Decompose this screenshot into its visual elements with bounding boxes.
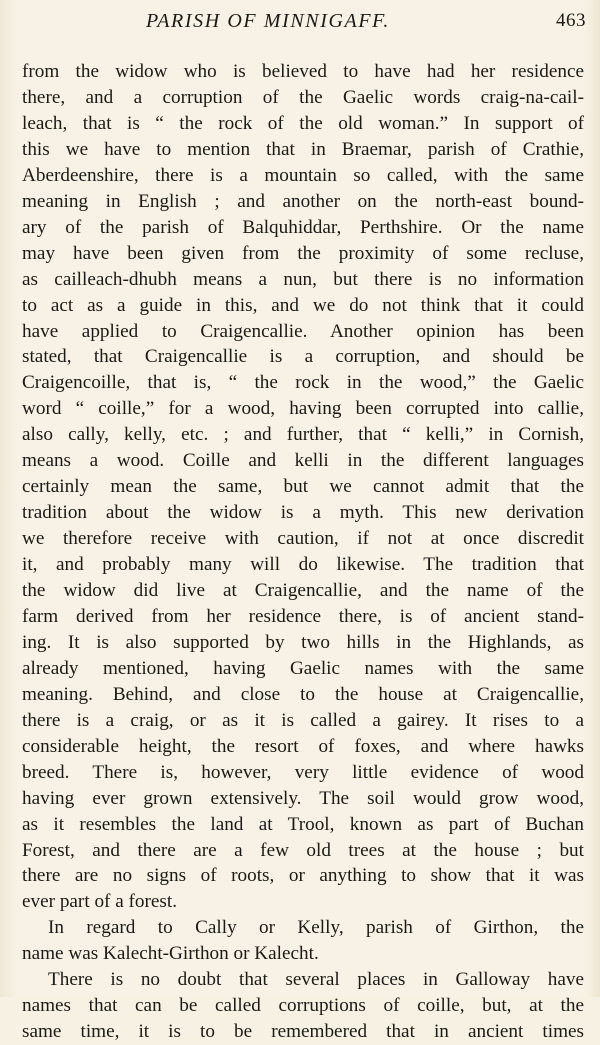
text-line: There is no doubt that several places in Galloway have [48, 969, 584, 991]
text-line: means a wood. Coille and kelli in the different languages [22, 450, 584, 472]
text-line: farm derived from her residence there, is of ancient stand- [22, 605, 584, 627]
text-line: as it resembles the land at Trool, known as part of Buchan [22, 813, 584, 835]
text-line: breed. There is, however, very little evidence of wood [22, 761, 584, 783]
text-line: meaning. Behind, and close to the house at Craigencallie, [22, 683, 584, 705]
text-line: meaning in English ; and another on the north-east bound- [22, 190, 584, 212]
text-line: In regard to Cally or Kelly, parish of Girthon, the [48, 917, 584, 939]
text-line: ing. It is also supported by two hills in the Highlands, as [22, 631, 584, 653]
text-line: there is a craig, or as it is called a gairey. It rises to a [22, 709, 584, 731]
text-line: stated, that Craigencallie is a corruption, and should be [22, 346, 584, 368]
text-line: having ever grown extensively. The soil would grow wood, [22, 787, 584, 809]
text-line: also cally, kelly, etc. ; and further, that “ kelli,” in Cornish, [22, 424, 584, 446]
text-line: same time, it is to be remembered that in ancient times [22, 1021, 584, 1043]
text-line: names that can be called corruptions of coille, but, at the [22, 995, 584, 1017]
text-line: there are no signs of roots, or anything to show that it was [22, 865, 584, 887]
text-line: name was Kalecht-Girthon or Kalecht. [22, 943, 319, 965]
text-line: from the widow who is believed to have had her residence [22, 61, 584, 82]
text-line: have applied to Craigencallie. Another opinion has been [22, 320, 584, 342]
text-line: word “ coille,” for a wood, having been corrupted into callie, [22, 398, 584, 420]
text-line: ever part of a forest. [22, 891, 178, 913]
text-line: there, and a corruption of the Gaelic words craig-na-cail- [22, 86, 584, 108]
text-line: the widow did live at Craigencallie, and the name of the [22, 580, 584, 601]
text-line: certainly mean the same, but we cannot admit that the [22, 476, 584, 498]
text-line: to act as a guide in this, and we do not think that it could [22, 294, 584, 316]
running-head [0, 10, 600, 40]
text-line: as cailleach-dhubh means a nun, but there is no information [22, 268, 584, 290]
text-line: tradition about the widow is a myth. This new derivation [22, 502, 584, 524]
text-line: Aberdeenshire, there is a mountain so called, with the same [22, 164, 584, 186]
text-line: we therefore receive with caution, if not at once discredit [22, 528, 584, 550]
page-number: 463 [556, 10, 586, 31]
text-line: it, and probably many will do likewise. The tradition that [22, 554, 584, 576]
text-line: Forest, and there are a few old trees at the house ; but [22, 839, 584, 861]
text-line: considerable height, the resort of foxes, and where hawks [22, 735, 584, 757]
text-line: this we have to mention that in Braemar, parish of Crathie, [22, 138, 584, 160]
running-title: PARISH OF MINNIGAFF. [146, 10, 391, 32]
text-line: Craigencoille, that is, “ the rock in the wood,” the Gaelic [22, 372, 584, 394]
text-line: already mentioned, having Gaelic names with the same [22, 657, 584, 679]
text-line: leach, that is “ the rock of the old woman.” In support of [22, 112, 584, 134]
text-line: may have been given from the proximity of some recluse, [22, 242, 584, 264]
text-line: ary of the parish of Balquhiddar, Perthshire. Or the name [22, 216, 584, 238]
